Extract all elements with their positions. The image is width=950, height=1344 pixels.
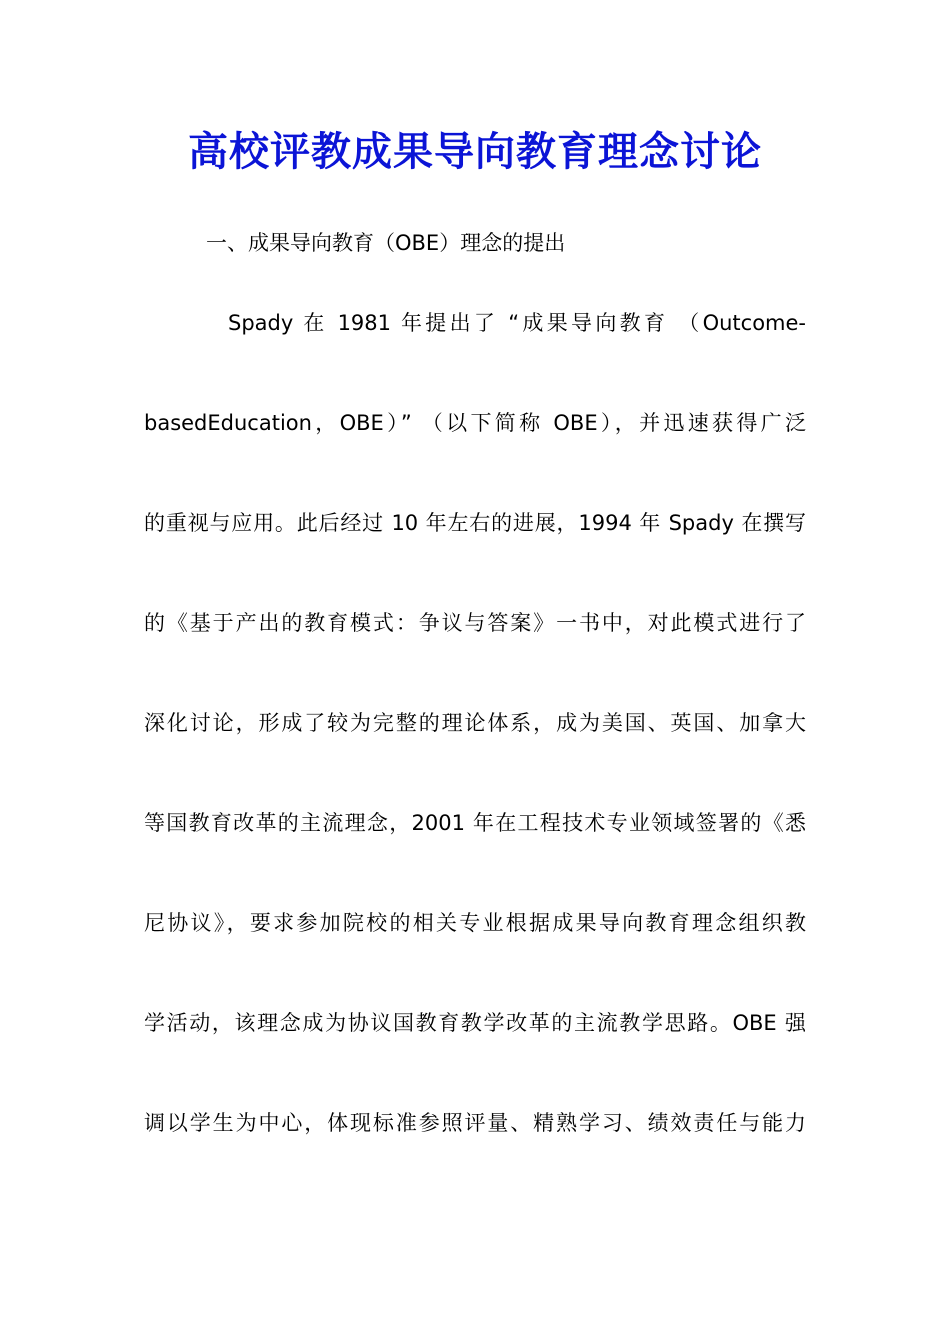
- paragraph-line: basedEducation，OBE）” （以下简称 OBE），并迅速获得广泛: [144, 411, 806, 435]
- paragraph-line: 深化讨论，形成了较为完整的理论体系，成为美国、英国、加拿大: [144, 711, 806, 735]
- document-title: 高校评教成果导向教育理念讨论: [188, 128, 762, 175]
- section-heading: 一、成果导向教育（OBE）理念的提出: [206, 231, 566, 255]
- paragraph-line: Spady 在 1981 年提出了 “成果导向教育 （Outcome-: [228, 311, 806, 335]
- paragraph-line: 调以学生为中心，体现标准参照评量、精熟学习、绩效责任与能力: [144, 1111, 806, 1135]
- paragraph-line: 等国教育改革的主流理念，2001 年在工程技术专业领域签署的《悉: [144, 811, 806, 835]
- paragraph-line: 学活动，该理念成为协议国教育教学改革的主流教学思路。OBE 强: [144, 1011, 806, 1035]
- paragraph-line: 的《基于产出的教育模式：争议与答案》一书中，对此模式进行了: [144, 611, 806, 635]
- paragraph-line: 尼协议》，要求参加院校的相关专业根据成果导向教育理念组织教: [144, 911, 806, 935]
- paragraph-line: 的重视与应用。此后经过 10 年左右的进展，1994 年 Spady 在撰写: [144, 511, 806, 535]
